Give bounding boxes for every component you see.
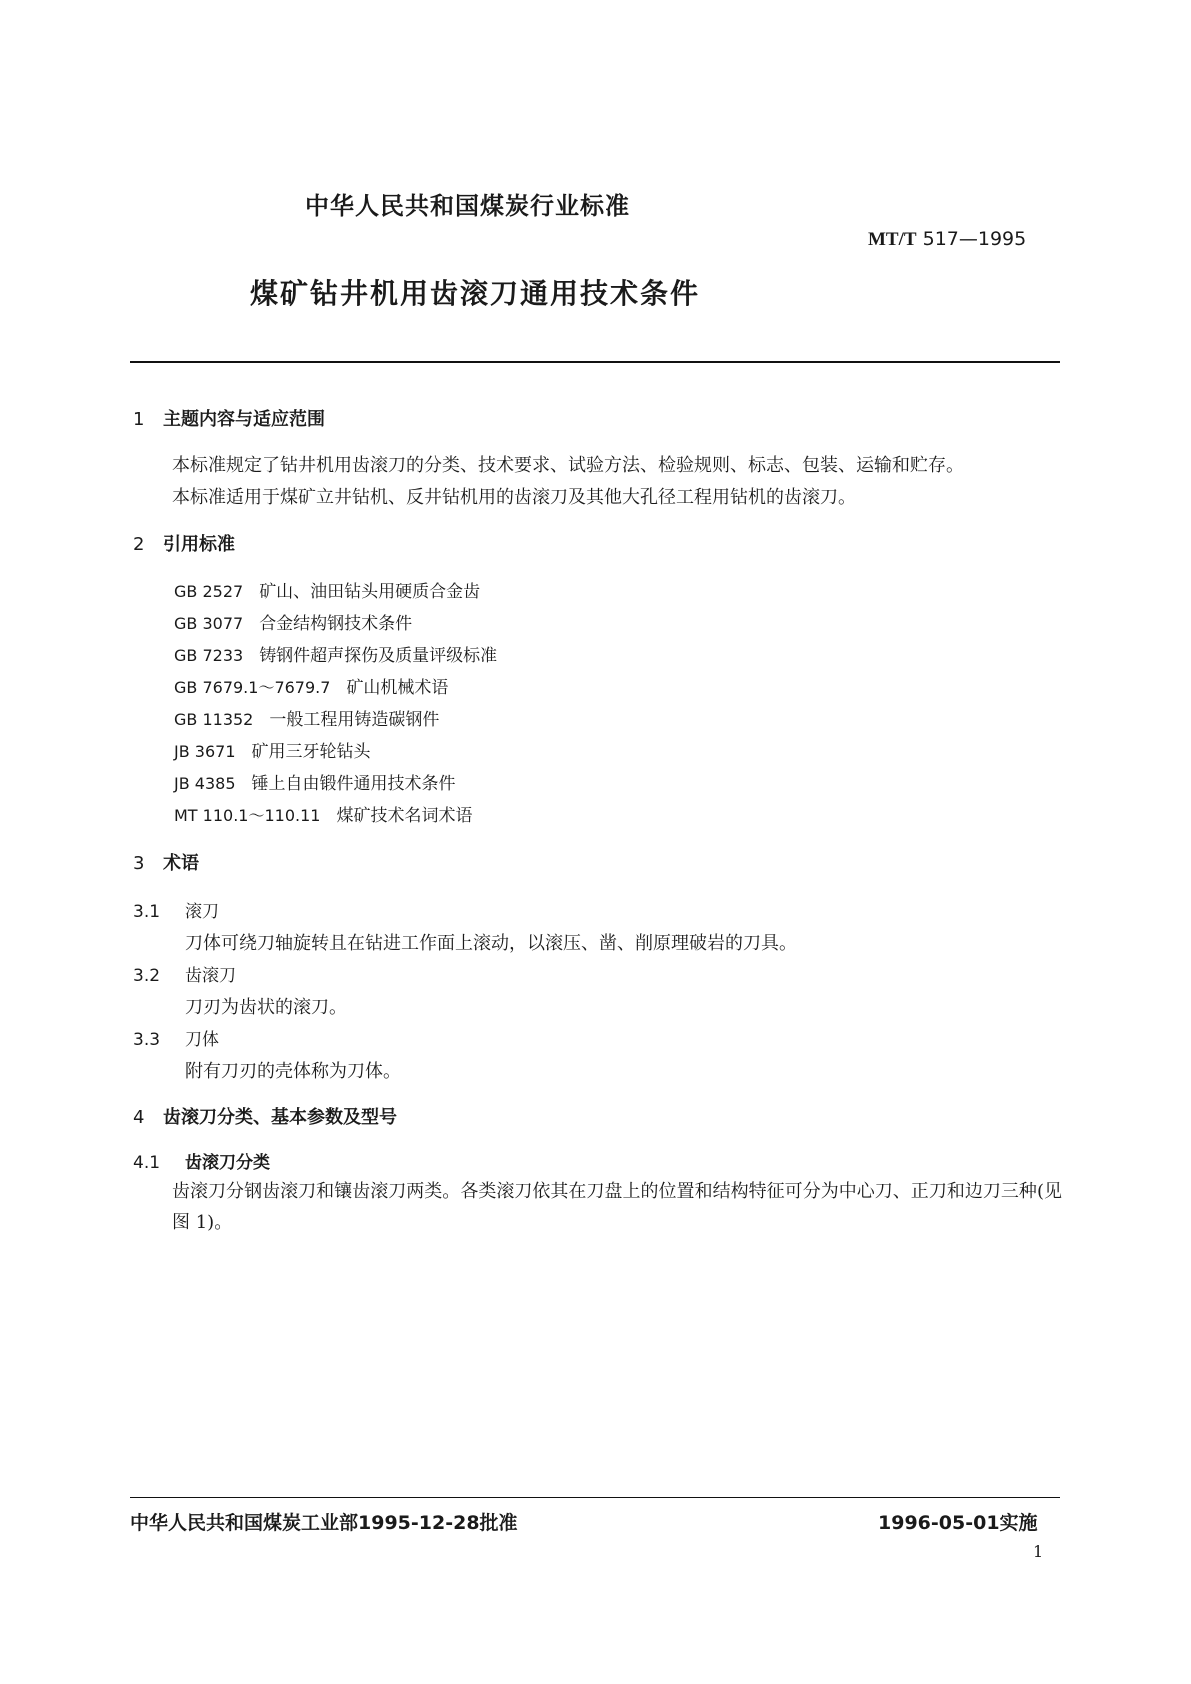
section-3-heading: 3 术语 (133, 853, 199, 874)
reference-item: GB 2527 矿山、油田钻头用硬质合金齿 (174, 582, 481, 602)
subsection-4-1-paragraph: 齿滚刀分钢齿滚刀和镶齿滚刀两类。各类滚刀依其在刀盘上的位置和结构特征可分为中心刀、正刀和边刀三种(见图 1)。 (172, 1181, 1062, 1233)
reference-item: GB 11352 一般工程用铸造碳钢件 (174, 710, 440, 730)
top-divider (130, 361, 1060, 363)
reference-item: GB 3077 合金结构钢技术条件 (174, 614, 413, 634)
reference-item: GB 7233 铸钢件超声探伤及质量评级标准 (174, 646, 498, 666)
subsection-4-1-heading: 4.1 齿滚刀分类 (133, 1153, 270, 1173)
standard-number (868, 228, 1026, 251)
effective-date: 1996-05-01实施 (878, 1512, 1038, 1534)
approval-line: 中华人民共和国煤炭工业部1995-12-28批准 (130, 1512, 518, 1534)
section-1-paragraph-1: 本标准规定了钻井机用齿滚刀的分类、技术要求、试验方法、检验规则、标志、包装、运输和贮存。 (172, 455, 964, 476)
reference-item: GB 7679.1～7679.7 矿山机械术语 (174, 678, 449, 698)
section-1-heading: 1 主题内容与适应范围 (133, 409, 325, 430)
standard-code: 517—1995 (922, 228, 1027, 250)
term-heading: 3.2 齿滚刀 (133, 966, 236, 986)
section-2-heading: 2 引用标准 (133, 534, 235, 555)
org-title: 中华人民共和国煤炭行业标准 (305, 192, 630, 220)
reference-item: MT 110.1～110.11 煤矿技术名词术语 (174, 806, 473, 826)
term-definition: 刀体可绕刀轴旋转且在钻进工作面上滚动，以滚压、凿、削原理破岩的刀具。 (185, 933, 797, 954)
term-definition: 刀刃为齿状的滚刀。 (185, 997, 347, 1018)
page-number: 1 (1033, 1542, 1044, 1561)
section-4-heading: 4 齿滚刀分类、基本参数及型号 (133, 1107, 397, 1128)
standard-prefix: MT/T (868, 229, 917, 250)
term-heading: 3.3 刀体 (133, 1030, 219, 1050)
term-definition: 附有刀刃的壳体称为刀体。 (185, 1061, 401, 1082)
term-heading: 3.1 滚刀 (133, 902, 219, 922)
document-title: 煤矿钻井机用齿滚刀通用技术条件 (250, 277, 701, 310)
bottom-divider (130, 1497, 1060, 1498)
section-1-paragraph-2: 本标准适用于煤矿立井钻机、反井钻机用的齿滚刀及其他大孔径工程用钻机的齿滚刀。 (172, 487, 856, 508)
reference-item: JB 4385 锤上自由锻件通用技术条件 (174, 774, 456, 794)
reference-item: JB 3671 矿用三牙轮钻头 (174, 742, 371, 762)
